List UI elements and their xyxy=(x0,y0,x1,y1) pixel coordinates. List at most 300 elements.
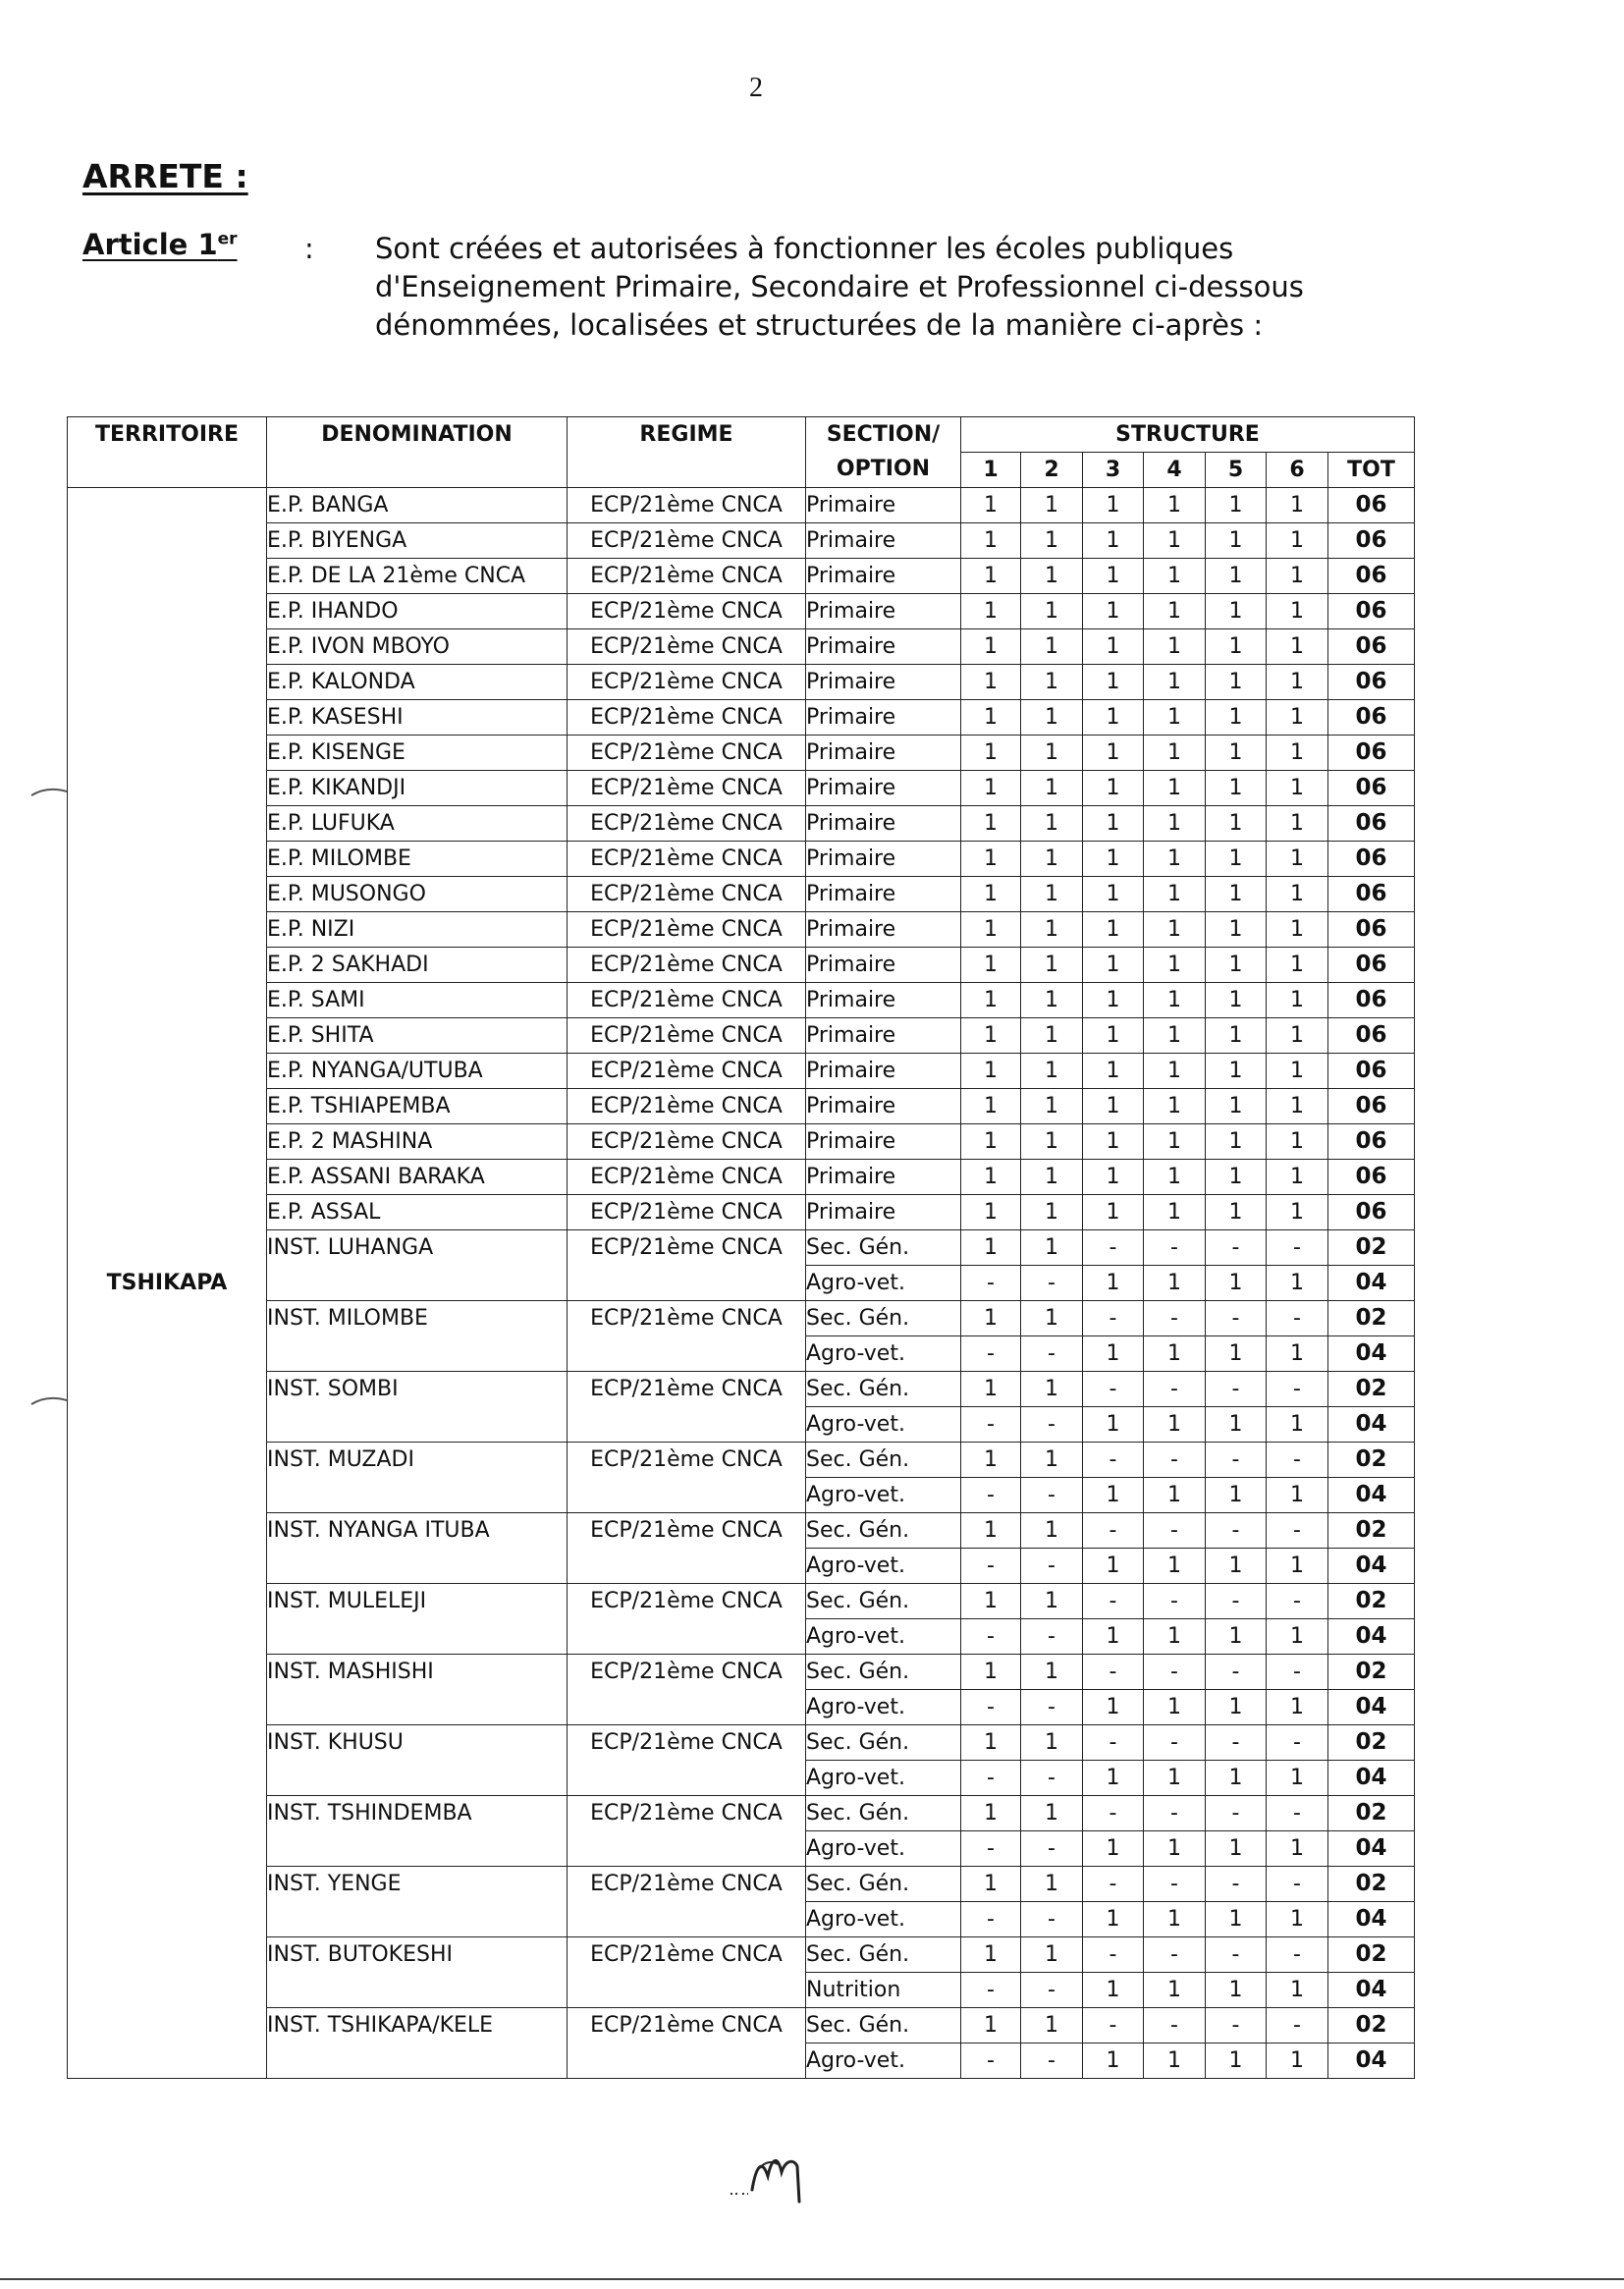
level-cell: 1 xyxy=(1267,629,1328,665)
level-cell: 1 xyxy=(961,488,1021,523)
table-row xyxy=(68,983,1415,1018)
regime-cell: ECP/21ème CNCA xyxy=(568,736,806,771)
table-row xyxy=(68,594,1415,629)
total-cell: 02 xyxy=(1328,1230,1415,1266)
level-cell: - xyxy=(961,1973,1021,2008)
level-cell: 1 xyxy=(1083,842,1144,877)
table-row xyxy=(68,806,1415,842)
level-cell: 1 xyxy=(961,1124,1021,1160)
level-cell: - xyxy=(1083,1655,1144,1690)
level-cell: 1 xyxy=(1267,2044,1328,2079)
level-cell: 1 xyxy=(1144,2044,1206,2079)
level-cell: 1 xyxy=(1021,700,1083,736)
level-cell: 1 xyxy=(1144,559,1206,594)
level-cell: - xyxy=(1021,1619,1083,1655)
regime-cell: ECP/21ème CNCA xyxy=(568,1372,806,1443)
level-cell: - xyxy=(1267,1230,1328,1266)
table-row xyxy=(68,1937,1415,1973)
level-cell: 1 xyxy=(961,1089,1021,1124)
level-cell: 1 xyxy=(1267,806,1328,842)
level-cell: - xyxy=(1144,2008,1206,2044)
regime-cell: ECP/21ème CNCA xyxy=(568,1937,806,2008)
total-cell: 06 xyxy=(1328,912,1415,948)
regime-cell: ECP/21ème CNCA xyxy=(568,1230,806,1301)
level-cell: - xyxy=(961,2044,1021,2079)
total-cell: 02 xyxy=(1328,1443,1415,1478)
section-cell: Primaire xyxy=(806,983,961,1018)
section-cell: Sec. Gén. xyxy=(806,1443,961,1478)
level-cell: 1 xyxy=(1144,1761,1206,1796)
level-cell: 1 xyxy=(1267,1124,1328,1160)
level-cell: 1 xyxy=(1206,1195,1267,1230)
regime-cell: ECP/21ème CNCA xyxy=(568,665,806,700)
level-cell: 1 xyxy=(1267,771,1328,806)
level-cell: 1 xyxy=(961,1230,1021,1266)
level-cell: 1 xyxy=(1021,1796,1083,1831)
level-cell: 1 xyxy=(1267,912,1328,948)
level-cell: 1 xyxy=(1206,736,1267,771)
table-row xyxy=(68,700,1415,736)
school-name: INST. BUTOKESHI xyxy=(267,1937,568,2008)
level-cell: - xyxy=(1267,1937,1328,1973)
school-name: INST. LUHANGA xyxy=(267,1230,568,1301)
section-cell: Primaire xyxy=(806,629,961,665)
total-cell: 06 xyxy=(1328,1089,1415,1124)
level-cell: 1 xyxy=(1083,665,1144,700)
level-cell: - xyxy=(961,1407,1021,1443)
level-cell: 1 xyxy=(1021,806,1083,842)
school-name: INST. MUZADI xyxy=(267,1443,568,1513)
section-cell: Sec. Gén. xyxy=(806,1867,961,1902)
total-cell: 02 xyxy=(1328,1725,1415,1761)
level-cell: 1 xyxy=(1021,1937,1083,1973)
level-cell: 1 xyxy=(1144,912,1206,948)
level-cell: 1 xyxy=(1206,912,1267,948)
binding-mark xyxy=(29,1394,69,1408)
level-cell: 1 xyxy=(1083,1619,1144,1655)
level-cell: - xyxy=(961,1266,1021,1301)
regime-cell: ECP/21ème CNCA xyxy=(568,1725,806,1796)
level-cell: 1 xyxy=(1083,523,1144,559)
school-name: E.P. DE LA 21ème CNCA xyxy=(267,559,568,594)
regime-cell: ECP/21ème CNCA xyxy=(568,2008,806,2079)
article-label-superscript: er xyxy=(217,229,238,249)
level-cell: - xyxy=(1206,1655,1267,1690)
header-level: 3 xyxy=(1083,453,1144,488)
level-cell: 1 xyxy=(1267,700,1328,736)
level-cell: 1 xyxy=(961,1655,1021,1690)
level-cell: - xyxy=(1267,1725,1328,1761)
total-cell: 06 xyxy=(1328,559,1415,594)
section-cell: Primaire xyxy=(806,771,961,806)
level-cell: 1 xyxy=(1083,912,1144,948)
school-name: E.P. LUFUKA xyxy=(267,806,568,842)
section-cell: Primaire xyxy=(806,877,961,912)
table-row xyxy=(68,1655,1415,1690)
section-cell: Agro-vet. xyxy=(806,1407,961,1443)
level-cell: - xyxy=(1021,1761,1083,1796)
school-name: INST. MILOMBE xyxy=(267,1301,568,1372)
school-name: INST. YENGE xyxy=(267,1867,568,1937)
total-cell: 06 xyxy=(1328,1124,1415,1160)
level-cell: 1 xyxy=(1083,1266,1144,1301)
total-cell: 06 xyxy=(1328,877,1415,912)
regime-cell: ECP/21ème CNCA xyxy=(568,1443,806,1513)
section-cell: Agro-vet. xyxy=(806,1761,961,1796)
level-cell: 1 xyxy=(1021,1584,1083,1619)
level-cell: 1 xyxy=(1206,842,1267,877)
level-cell: 1 xyxy=(1083,629,1144,665)
total-cell: 04 xyxy=(1328,1478,1415,1513)
section-cell: Primaire xyxy=(806,1054,961,1089)
level-cell: 1 xyxy=(1021,1195,1083,1230)
table-row xyxy=(68,488,1415,523)
level-cell: - xyxy=(1083,1725,1144,1761)
section-cell: Primaire xyxy=(806,559,961,594)
level-cell: 1 xyxy=(1267,1160,1328,1195)
section-cell: Primaire xyxy=(806,912,961,948)
section-cell: Sec. Gén. xyxy=(806,1725,961,1761)
level-cell: 1 xyxy=(1267,877,1328,912)
level-cell: 1 xyxy=(1267,1549,1328,1584)
level-cell: 1 xyxy=(961,842,1021,877)
level-cell: 1 xyxy=(1267,736,1328,771)
school-name: INST. MULELEJI xyxy=(267,1584,568,1655)
section-cell: Agro-vet. xyxy=(806,1619,961,1655)
regime-cell: ECP/21ème CNCA xyxy=(568,842,806,877)
level-cell: 1 xyxy=(961,983,1021,1018)
section-cell: Agro-vet. xyxy=(806,1266,961,1301)
level-cell: - xyxy=(1021,1549,1083,1584)
section-cell: Primaire xyxy=(806,488,961,523)
level-cell: 1 xyxy=(1206,700,1267,736)
level-cell: - xyxy=(1083,1796,1144,1831)
regime-cell: ECP/21ème CNCA xyxy=(568,948,806,983)
level-cell: 1 xyxy=(1021,736,1083,771)
level-cell: 1 xyxy=(1021,1054,1083,1089)
level-cell: 1 xyxy=(1144,1054,1206,1089)
level-cell: 1 xyxy=(1144,1619,1206,1655)
level-cell: 1 xyxy=(1267,523,1328,559)
total-cell: 04 xyxy=(1328,1407,1415,1443)
regime-cell: ECP/21ème CNCA xyxy=(568,771,806,806)
table-row xyxy=(68,665,1415,700)
total-cell: 04 xyxy=(1328,1266,1415,1301)
level-cell: 1 xyxy=(1021,665,1083,700)
level-cell: 1 xyxy=(1083,1124,1144,1160)
header-regime: REGIME xyxy=(568,417,806,488)
total-cell: 06 xyxy=(1328,629,1415,665)
level-cell: 1 xyxy=(1206,665,1267,700)
level-cell: 1 xyxy=(1144,488,1206,523)
level-cell: - xyxy=(1267,2008,1328,2044)
level-cell: 1 xyxy=(1267,1619,1328,1655)
level-cell: - xyxy=(1206,1584,1267,1619)
level-cell: 1 xyxy=(1267,1089,1328,1124)
level-cell: 1 xyxy=(1267,1690,1328,1725)
level-cell: 1 xyxy=(1267,1902,1328,1937)
table-row xyxy=(68,1301,1415,1336)
section-cell: Primaire xyxy=(806,1124,961,1160)
school-name: E.P. KASESHI xyxy=(267,700,568,736)
level-cell: 1 xyxy=(1083,1478,1144,1513)
section-cell: Sec. Gén. xyxy=(806,1230,961,1266)
total-cell: 02 xyxy=(1328,1937,1415,1973)
school-name: INST. NYANGA ITUBA xyxy=(267,1513,568,1584)
level-cell: 1 xyxy=(1083,2044,1144,2079)
section-cell: Agro-vet. xyxy=(806,1549,961,1584)
level-cell: 1 xyxy=(961,559,1021,594)
level-cell: 1 xyxy=(1083,1336,1144,1372)
level-cell: - xyxy=(1267,1796,1328,1831)
level-cell: 1 xyxy=(1206,488,1267,523)
level-cell: 1 xyxy=(961,1443,1021,1478)
level-cell: 1 xyxy=(961,1584,1021,1619)
level-cell: 1 xyxy=(1206,1018,1267,1054)
total-cell: 06 xyxy=(1328,842,1415,877)
table-row xyxy=(68,629,1415,665)
level-cell: - xyxy=(1144,1443,1206,1478)
regime-cell: ECP/21ème CNCA xyxy=(568,1867,806,1937)
level-cell: - xyxy=(1144,1513,1206,1549)
level-cell: - xyxy=(1206,1301,1267,1336)
header-level: 6 xyxy=(1267,453,1328,488)
level-cell: 1 xyxy=(1083,1690,1144,1725)
signature-initials xyxy=(729,2147,827,2206)
level-cell: 1 xyxy=(1021,2008,1083,2044)
level-cell: 1 xyxy=(1083,1549,1144,1584)
total-cell: 02 xyxy=(1328,1796,1415,1831)
level-cell: 1 xyxy=(1206,1902,1267,1937)
level-cell: 1 xyxy=(1267,559,1328,594)
total-cell: 02 xyxy=(1328,1301,1415,1336)
level-cell: 1 xyxy=(1267,983,1328,1018)
level-cell: 1 xyxy=(1083,1902,1144,1937)
school-name: E.P. KALONDA xyxy=(267,665,568,700)
total-cell: 04 xyxy=(1328,1690,1415,1725)
level-cell: - xyxy=(1267,1867,1328,1902)
level-cell: - xyxy=(1206,1725,1267,1761)
total-cell: 04 xyxy=(1328,1761,1415,1796)
level-cell: 1 xyxy=(961,1160,1021,1195)
total-cell: 06 xyxy=(1328,983,1415,1018)
section-cell: Primaire xyxy=(806,806,961,842)
level-cell: - xyxy=(1021,1902,1083,1937)
table-row xyxy=(68,523,1415,559)
section-cell: Agro-vet. xyxy=(806,1902,961,1937)
level-cell: 1 xyxy=(1083,1831,1144,1867)
level-cell: 1 xyxy=(1021,1867,1083,1902)
level-cell: 1 xyxy=(1206,877,1267,912)
total-cell: 06 xyxy=(1328,594,1415,629)
level-cell: 1 xyxy=(1206,523,1267,559)
level-cell: 1 xyxy=(1083,1160,1144,1195)
regime-cell: ECP/21ème CNCA xyxy=(568,877,806,912)
level-cell: - xyxy=(961,1478,1021,1513)
level-cell: 1 xyxy=(961,736,1021,771)
level-cell: 1 xyxy=(1144,1124,1206,1160)
binding-mark xyxy=(29,786,69,799)
level-cell: - xyxy=(1144,1301,1206,1336)
section-cell: Sec. Gén. xyxy=(806,2008,961,2044)
header-section-option xyxy=(806,417,961,488)
level-cell: 1 xyxy=(961,1372,1021,1407)
level-cell: 1 xyxy=(1021,523,1083,559)
school-name: E.P. BIYENGA xyxy=(267,523,568,559)
level-cell: 1 xyxy=(1144,1089,1206,1124)
level-cell: - xyxy=(961,1619,1021,1655)
level-cell: 1 xyxy=(961,948,1021,983)
level-cell: 1 xyxy=(961,1195,1021,1230)
section-cell: Nutrition xyxy=(806,1973,961,2008)
total-cell: 04 xyxy=(1328,1973,1415,2008)
level-cell: 1 xyxy=(1021,1089,1083,1124)
section-cell: Agro-vet. xyxy=(806,2044,961,2079)
level-cell: 1 xyxy=(1083,1761,1144,1796)
level-cell: 1 xyxy=(1206,594,1267,629)
level-cell: - xyxy=(1083,1584,1144,1619)
table-row xyxy=(68,736,1415,771)
table-row xyxy=(68,1160,1415,1195)
level-cell: - xyxy=(961,1831,1021,1867)
regime-cell: ECP/21ème CNCA xyxy=(568,629,806,665)
total-cell: 06 xyxy=(1328,665,1415,700)
total-cell: 02 xyxy=(1328,2008,1415,2044)
level-cell: 1 xyxy=(1206,1266,1267,1301)
level-cell: 1 xyxy=(1144,736,1206,771)
level-cell: - xyxy=(1083,1443,1144,1478)
regime-cell: ECP/21ème CNCA xyxy=(568,912,806,948)
schools-table xyxy=(67,416,1415,2079)
regime-cell: ECP/21ème CNCA xyxy=(568,559,806,594)
level-cell: - xyxy=(1021,1478,1083,1513)
level-cell: - xyxy=(961,1690,1021,1725)
level-cell: 1 xyxy=(1267,1761,1328,1796)
article-text: Sont créées et autorisées à fonctionner les écoles publiques d'Enseignement Primaire, Secondaire et Professionnel ci-dessous dénommées, localisées et structurées de la manière ci-après : xyxy=(375,232,1304,342)
school-name: E.P. TSHIAPEMBA xyxy=(267,1089,568,1124)
table-row xyxy=(68,842,1415,877)
level-cell: - xyxy=(1021,2044,1083,2079)
level-cell: 1 xyxy=(1206,2044,1267,2079)
level-cell: 1 xyxy=(1267,1054,1328,1089)
section-cell: Agro-vet. xyxy=(806,1478,961,1513)
level-cell: 1 xyxy=(1206,1761,1267,1796)
level-cell: 1 xyxy=(1206,1831,1267,1867)
level-cell: 1 xyxy=(1021,912,1083,948)
total-cell: 06 xyxy=(1328,736,1415,771)
school-name: E.P. BANGA xyxy=(267,488,568,523)
level-cell: - xyxy=(1206,1937,1267,1973)
table-row xyxy=(68,1513,1415,1549)
total-cell: 06 xyxy=(1328,1054,1415,1089)
arrete-heading: ARRETE : xyxy=(82,157,248,195)
regime-cell: ECP/21ème CNCA xyxy=(568,1018,806,1054)
level-cell: - xyxy=(961,1902,1021,1937)
section-cell: Primaire xyxy=(806,1089,961,1124)
table-row xyxy=(68,877,1415,912)
level-cell: 1 xyxy=(1083,983,1144,1018)
school-name: E.P. 2 MASHINA xyxy=(267,1124,568,1160)
level-cell: 1 xyxy=(1206,1407,1267,1443)
header-level: 5 xyxy=(1206,453,1267,488)
level-cell: - xyxy=(1144,1584,1206,1619)
section-cell: Sec. Gén. xyxy=(806,1372,961,1407)
level-cell: 1 xyxy=(1267,1018,1328,1054)
level-cell: 1 xyxy=(1144,1018,1206,1054)
level-cell: 1 xyxy=(1083,806,1144,842)
header-total: TOT xyxy=(1328,453,1415,488)
total-cell: 04 xyxy=(1328,1619,1415,1655)
section-cell: Primaire xyxy=(806,594,961,629)
level-cell: 1 xyxy=(1083,736,1144,771)
header-level: 4 xyxy=(1144,453,1206,488)
level-cell: 1 xyxy=(1206,1690,1267,1725)
school-name: E.P. SAMI xyxy=(267,983,568,1018)
table-row xyxy=(68,1124,1415,1160)
school-name: INST. MASHISHI xyxy=(267,1655,568,1725)
total-cell: 02 xyxy=(1328,1372,1415,1407)
level-cell: 1 xyxy=(1206,559,1267,594)
article-colon: : xyxy=(304,232,314,265)
total-cell: 02 xyxy=(1328,1584,1415,1619)
level-cell: 1 xyxy=(1206,1124,1267,1160)
level-cell: 1 xyxy=(1021,1443,1083,1478)
table-row xyxy=(68,912,1415,948)
regime-cell: ECP/21ème CNCA xyxy=(568,1195,806,1230)
school-name: E.P. NYANGA/UTUBA xyxy=(267,1054,568,1089)
level-cell: 1 xyxy=(1144,1831,1206,1867)
level-cell: 1 xyxy=(1267,488,1328,523)
level-cell: 1 xyxy=(1267,842,1328,877)
level-cell: 1 xyxy=(961,700,1021,736)
level-cell: 1 xyxy=(1021,983,1083,1018)
level-cell: 1 xyxy=(1083,700,1144,736)
total-cell: 06 xyxy=(1328,488,1415,523)
section-cell: Primaire xyxy=(806,665,961,700)
level-cell: - xyxy=(1083,1867,1144,1902)
level-cell: - xyxy=(1206,2008,1267,2044)
level-cell: - xyxy=(1267,1655,1328,1690)
level-cell: - xyxy=(1083,1372,1144,1407)
level-cell: 1 xyxy=(961,2008,1021,2044)
table-row xyxy=(68,1018,1415,1054)
level-cell: - xyxy=(1267,1301,1328,1336)
level-cell: 1 xyxy=(961,1054,1021,1089)
level-cell: - xyxy=(1083,1301,1144,1336)
regime-cell: ECP/21ème CNCA xyxy=(568,1796,806,1867)
school-name: INST. SOMBI xyxy=(267,1372,568,1443)
level-cell: 1 xyxy=(1083,488,1144,523)
level-cell: - xyxy=(1021,1266,1083,1301)
table-row xyxy=(68,1443,1415,1478)
total-cell: 04 xyxy=(1328,1336,1415,1372)
total-cell: 04 xyxy=(1328,1902,1415,1937)
level-cell: - xyxy=(961,1549,1021,1584)
level-cell: 1 xyxy=(961,523,1021,559)
level-cell: - xyxy=(1083,2008,1144,2044)
level-cell: 1 xyxy=(961,1867,1021,1902)
level-cell: 1 xyxy=(1206,1549,1267,1584)
level-cell: 1 xyxy=(1021,559,1083,594)
level-cell: 1 xyxy=(1144,1407,1206,1443)
level-cell: 1 xyxy=(1206,1160,1267,1195)
header-level: 2 xyxy=(1021,453,1083,488)
section-cell: Primaire xyxy=(806,1018,961,1054)
total-cell: 06 xyxy=(1328,1018,1415,1054)
section-cell: Primaire xyxy=(806,948,961,983)
total-cell: 02 xyxy=(1328,1513,1415,1549)
level-cell: 1 xyxy=(1021,771,1083,806)
